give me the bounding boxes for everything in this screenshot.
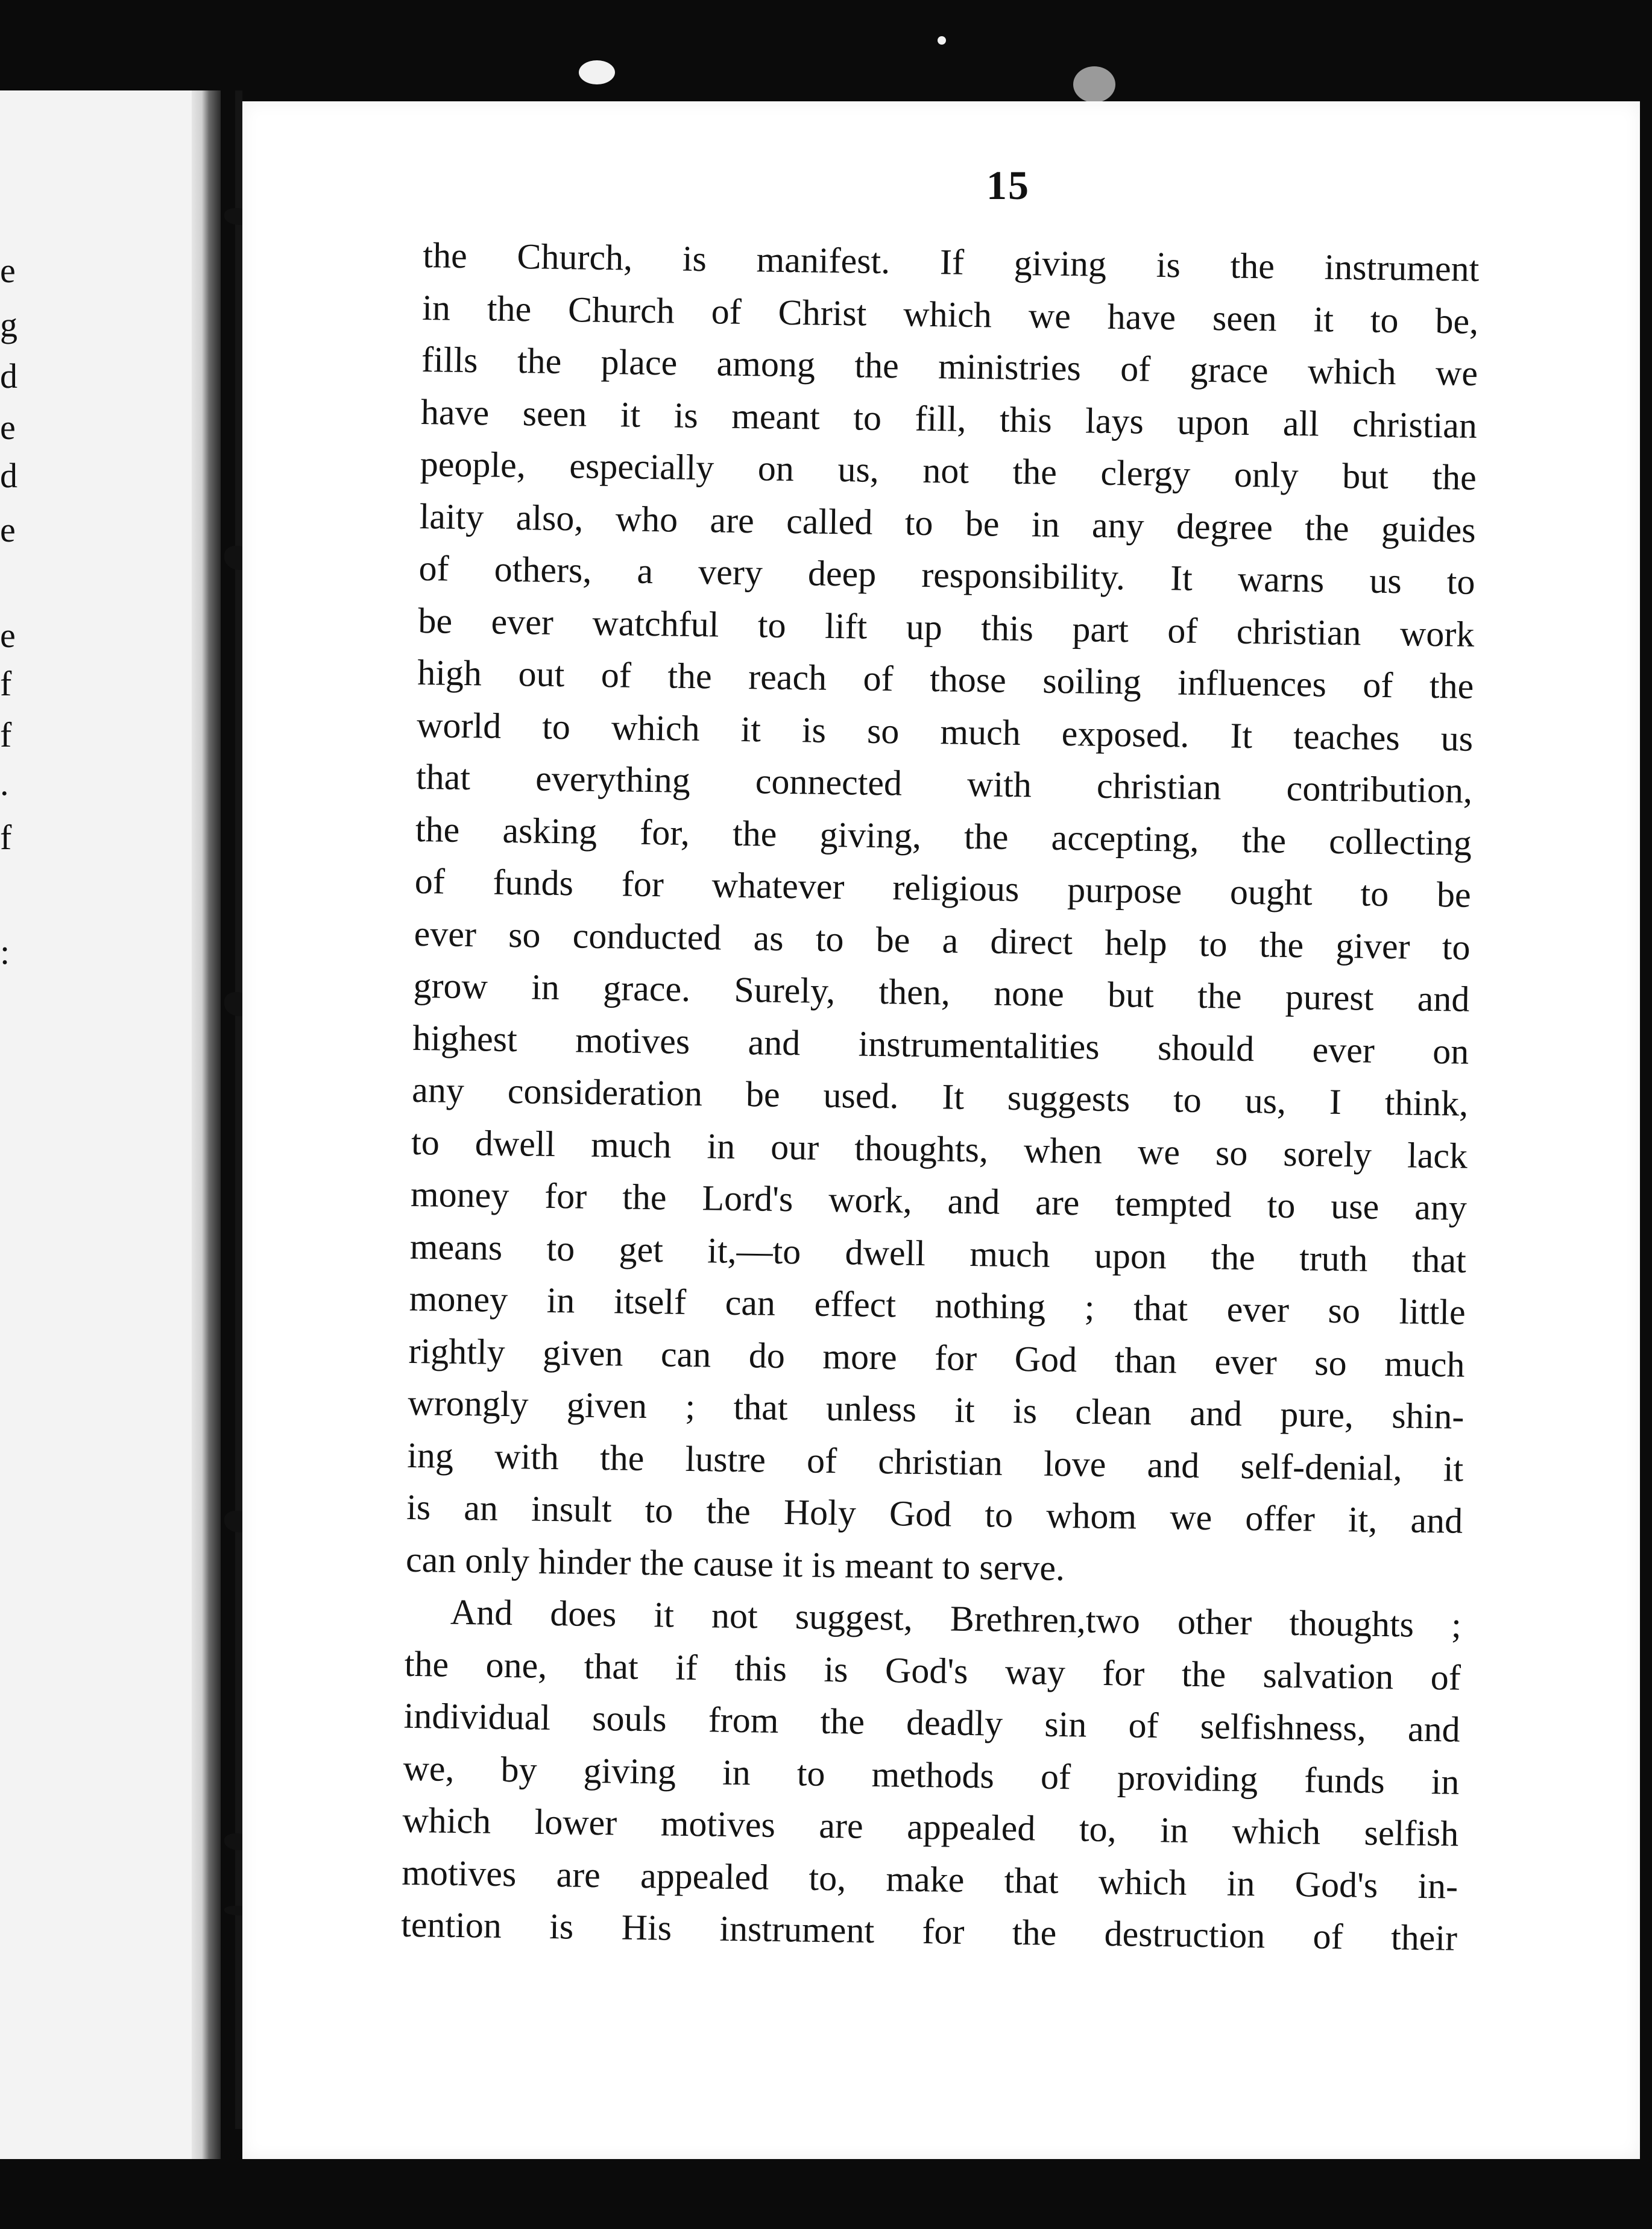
text-line: wrongly given ; that unless it is clean and pure, shin- bbox=[408, 1382, 1464, 1437]
text-line: money for the Lord's work, and are tempted to use any bbox=[410, 1174, 1468, 1228]
text-line: of others, a very deep responsibility. It warns us to bbox=[418, 548, 1475, 602]
page-body-text bbox=[401, 229, 1480, 1964]
text-line: have seen it is meant to fill, this lays upon all christian bbox=[420, 391, 1478, 446]
left-page-edge-letter: e bbox=[0, 616, 16, 655]
left-page-edge-letter: f bbox=[0, 818, 12, 857]
text-line: grow in grace. Surely, then, none but the purest and bbox=[413, 965, 1470, 1019]
text-line: means to get it,—to dwell much upon the truth that bbox=[409, 1226, 1467, 1280]
text-line: the one, that if this is God's way for the salvation of bbox=[404, 1643, 1461, 1698]
binding-stitch-thread bbox=[235, 90, 242, 2129]
text-line: ing with the lustre of christian love and self-denial, it bbox=[406, 1435, 1464, 1489]
left-page-edge-letter: d bbox=[0, 456, 17, 495]
text-line: of funds for whatever religious purpose ought to be bbox=[414, 861, 1472, 915]
left-page-edge-letter: e bbox=[0, 408, 16, 447]
text-line: can only hinder the cause it is meant to serve. bbox=[405, 1539, 1065, 1588]
text-line: And does it not suggest, Brethren,two other thoughts ; bbox=[450, 1592, 1462, 1645]
left-page-edge-letter: d bbox=[0, 356, 17, 396]
left-page-edge-letter: f bbox=[0, 664, 12, 703]
page-number: 15 bbox=[986, 162, 1030, 208]
text-line: that everything connected with christian contribution, bbox=[415, 756, 1473, 811]
scan-speck bbox=[579, 60, 615, 84]
text-line: laity also, who are called to be in any degree the guides bbox=[419, 496, 1477, 550]
text-line: to dwell much in our thoughts, when we so sorely lack bbox=[411, 1122, 1468, 1176]
text-line: tention is His instrument for the destruction of their bbox=[400, 1904, 1458, 1958]
text-line: money in itself can effect nothing ; that ever so little bbox=[409, 1278, 1466, 1332]
text-line: any consideration be used. It suggests to us, I think, bbox=[411, 1069, 1469, 1124]
text-line: be ever watchful to lift up this part of christian work bbox=[418, 600, 1475, 654]
text-line: we, by giving in to methods of providing funds in bbox=[403, 1748, 1460, 1802]
text-line: individual souls from the deadly sin of selfishness, and bbox=[403, 1695, 1461, 1750]
left-page-edge-letter: g bbox=[0, 305, 17, 344]
text-line: world to which it is so much exposed. It teaches us bbox=[416, 704, 1474, 759]
text-line: highest motives and instrumentalities should ever on bbox=[412, 1017, 1469, 1072]
text-line: rightly given can do more for God than ever so much bbox=[408, 1330, 1465, 1385]
left-facing-page bbox=[0, 90, 214, 2159]
text-line: the asking for, the giving, the accepting, the collecting bbox=[415, 809, 1472, 863]
left-page-edge-letter: e bbox=[0, 251, 16, 290]
text-line: fills the place among the ministries of grace which we bbox=[421, 339, 1478, 393]
left-page-edge-letter: : bbox=[0, 932, 10, 972]
text-line: motives are appealed to, make that which in God's in- bbox=[401, 1852, 1458, 1906]
text-line: in the Church of Christ which we have seen it to be, bbox=[421, 287, 1479, 341]
text-line: high out of the reach of those soiling influences of the bbox=[417, 652, 1474, 706]
scan-speck bbox=[1073, 66, 1115, 103]
text-line: ever so conducted as to be a direct help to the giver to bbox=[414, 913, 1471, 967]
text-line: which lower motives are appealed to, in which selfish bbox=[402, 1800, 1459, 1854]
left-page-edge-letter: . bbox=[0, 764, 9, 803]
left-page-edge-letter: e bbox=[0, 510, 16, 549]
book-binding-gutter bbox=[192, 90, 221, 2159]
book-page bbox=[242, 101, 1640, 2159]
scan-speck bbox=[938, 36, 946, 45]
text-line: people, especially on us, not the clergy only but the bbox=[420, 443, 1477, 498]
text-line: is an insult to the Holy God to whom we offer it, and bbox=[406, 1487, 1463, 1541]
left-page-edge-letter: f bbox=[0, 715, 12, 754]
text-line: the Church, is manifest. If giving is the instrument bbox=[423, 235, 1480, 289]
